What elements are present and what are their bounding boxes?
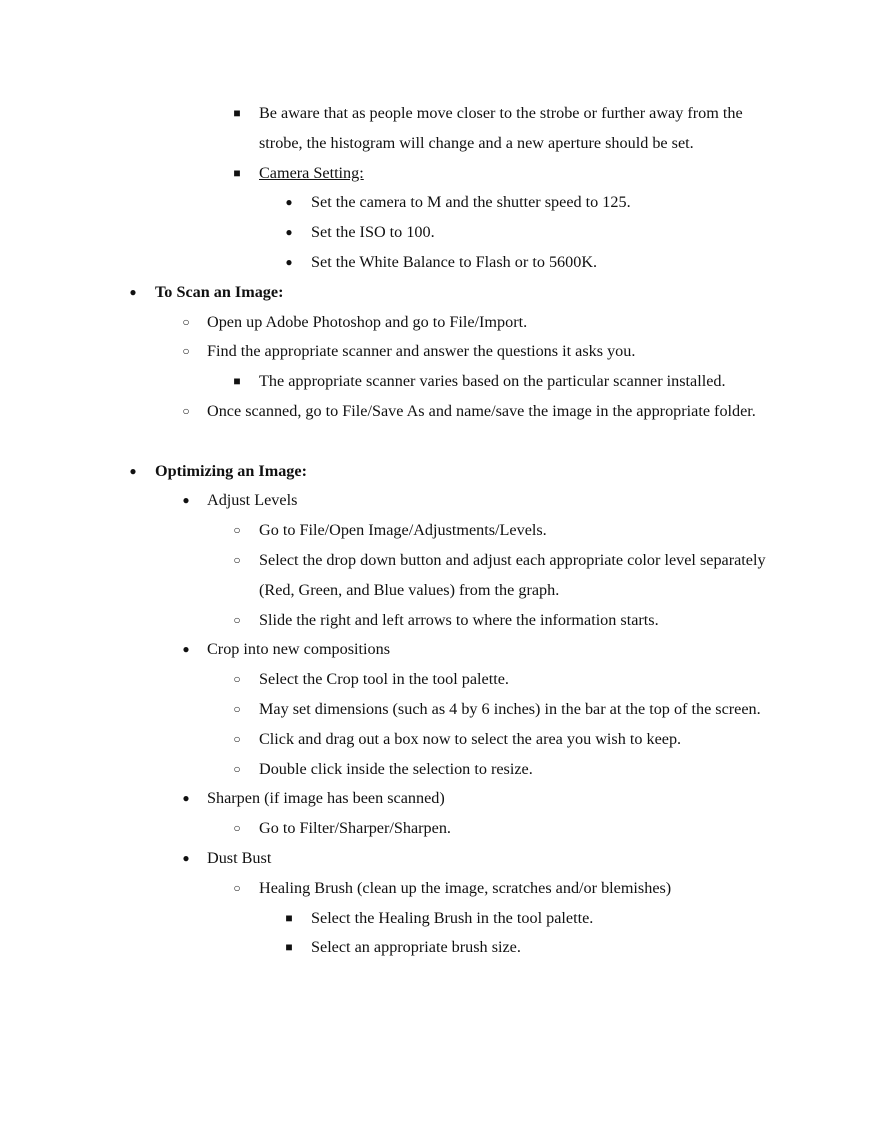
disc-bullet-icon: ●	[129, 284, 137, 299]
list-item-text: Adjust Levels	[207, 491, 298, 510]
disc-bullet-icon: ●	[182, 493, 190, 508]
circle-bullet-icon: ○	[182, 403, 190, 418]
disc-bullet-icon: ●	[182, 850, 190, 865]
list-item	[0, 516, 880, 546]
list-item	[0, 755, 880, 785]
list-item-text: Open up Adobe Photoshop and go to File/Import.	[207, 312, 528, 331]
list-item-text: Go to Filter/Sharper/Sharpen.	[259, 819, 451, 838]
list-item	[0, 397, 880, 427]
circle-bullet-icon: ○	[233, 523, 241, 538]
list-item	[0, 546, 880, 606]
circle-bullet-icon: ○	[233, 731, 241, 746]
list-item	[0, 218, 880, 248]
circle-bullet-icon: ○	[233, 701, 241, 716]
list-item	[0, 635, 880, 665]
list-item-text: The appropriate scanner varies based on the particular scanner installed.	[259, 372, 726, 391]
list-item	[0, 814, 880, 844]
list-item	[0, 337, 880, 367]
list-item-text: May set dimensions (such as 4 by 6 inches) in the bar at the top of the screen.	[259, 699, 761, 718]
square-bullet-icon: ■	[285, 910, 293, 925]
circle-bullet-icon: ○	[233, 672, 241, 687]
list-item	[0, 725, 880, 755]
list-item	[0, 486, 880, 516]
list-item-text: Select the Crop tool in the tool palette.	[259, 670, 509, 689]
list-item-text: Crop into new compositions	[207, 640, 391, 659]
list-item	[0, 784, 880, 814]
list-item-text: Double click inside the selection to resize.	[259, 759, 533, 778]
list-item-text: Camera Setting:	[259, 163, 364, 182]
list-item	[0, 695, 880, 725]
list-item	[0, 367, 880, 397]
list-item-text: Click and drag out a box now to select the area you wish to keep.	[259, 729, 682, 748]
square-bullet-icon: ■	[285, 940, 293, 955]
list-item	[0, 665, 880, 695]
square-bullet-icon: ■	[233, 374, 241, 389]
list-item-text: Set the White Balance to Flash or to 5600K.	[311, 252, 598, 271]
list-item-text: To Scan an Image:	[155, 282, 284, 301]
list-item	[0, 248, 880, 278]
list-item-text: Once scanned, go to File/Save As and name/save the image in the appropriate folder.	[207, 401, 756, 420]
list-item-text: Healing Brush (clean up the image, scratches and/or blemishes)	[259, 878, 672, 897]
list-item-text: Dust Bust	[207, 848, 272, 867]
list-item	[0, 904, 880, 934]
list-item	[0, 159, 880, 189]
disc-bullet-icon: ●	[285, 195, 293, 210]
circle-bullet-icon: ○	[233, 761, 241, 776]
list-item	[0, 874, 880, 904]
list-item	[0, 188, 880, 218]
list-item	[0, 308, 880, 338]
list-item-text: Sharpen (if image has been scanned)	[207, 789, 445, 808]
disc-bullet-icon: ●	[285, 254, 293, 269]
disc-bullet-icon: ●	[285, 225, 293, 240]
document-body	[0, 99, 880, 963]
list-item	[0, 457, 880, 487]
circle-bullet-icon: ○	[233, 612, 241, 627]
list-item-text: Set the ISO to 100.	[311, 223, 435, 242]
list-item-text: Optimizing an Image:	[155, 461, 307, 480]
list-item	[0, 844, 880, 874]
circle-bullet-icon: ○	[182, 344, 190, 359]
circle-bullet-icon: ○	[233, 880, 241, 895]
list-item-text: Select an appropriate brush size.	[311, 938, 521, 957]
disc-bullet-icon: ●	[182, 791, 190, 806]
list-item	[0, 933, 880, 963]
circle-bullet-icon: ○	[233, 552, 241, 567]
list-item	[0, 278, 880, 308]
blank-line	[0, 427, 880, 457]
list-item-text: Set the camera to M and the shutter speed to 125.	[311, 193, 631, 212]
list-item	[0, 99, 880, 159]
disc-bullet-icon: ●	[129, 463, 137, 478]
list-item-text: Be aware that as people move closer to the strobe or further away from the strobe, the histogram will change and a new aperture should be set.	[259, 104, 743, 152]
list-item-text: Find the appropriate scanner and answer the questions it asks you.	[207, 342, 636, 361]
disc-bullet-icon: ●	[182, 642, 190, 657]
square-bullet-icon: ■	[233, 165, 241, 180]
list-item-text: Select the Healing Brush in the tool palette.	[311, 908, 594, 927]
square-bullet-icon: ■	[233, 106, 241, 120]
circle-bullet-icon: ○	[233, 821, 241, 836]
list-item-text: Go to File/Open Image/Adjustments/Levels.	[259, 521, 547, 540]
list-item-text: Slide the right and left arrows to where the information starts.	[259, 610, 659, 629]
list-item-text: Select the drop down button and adjust each appropriate color level separately (Red, Green, and Blue values) from the graph.	[259, 550, 766, 599]
circle-bullet-icon: ○	[182, 314, 190, 329]
list-item	[0, 606, 880, 636]
